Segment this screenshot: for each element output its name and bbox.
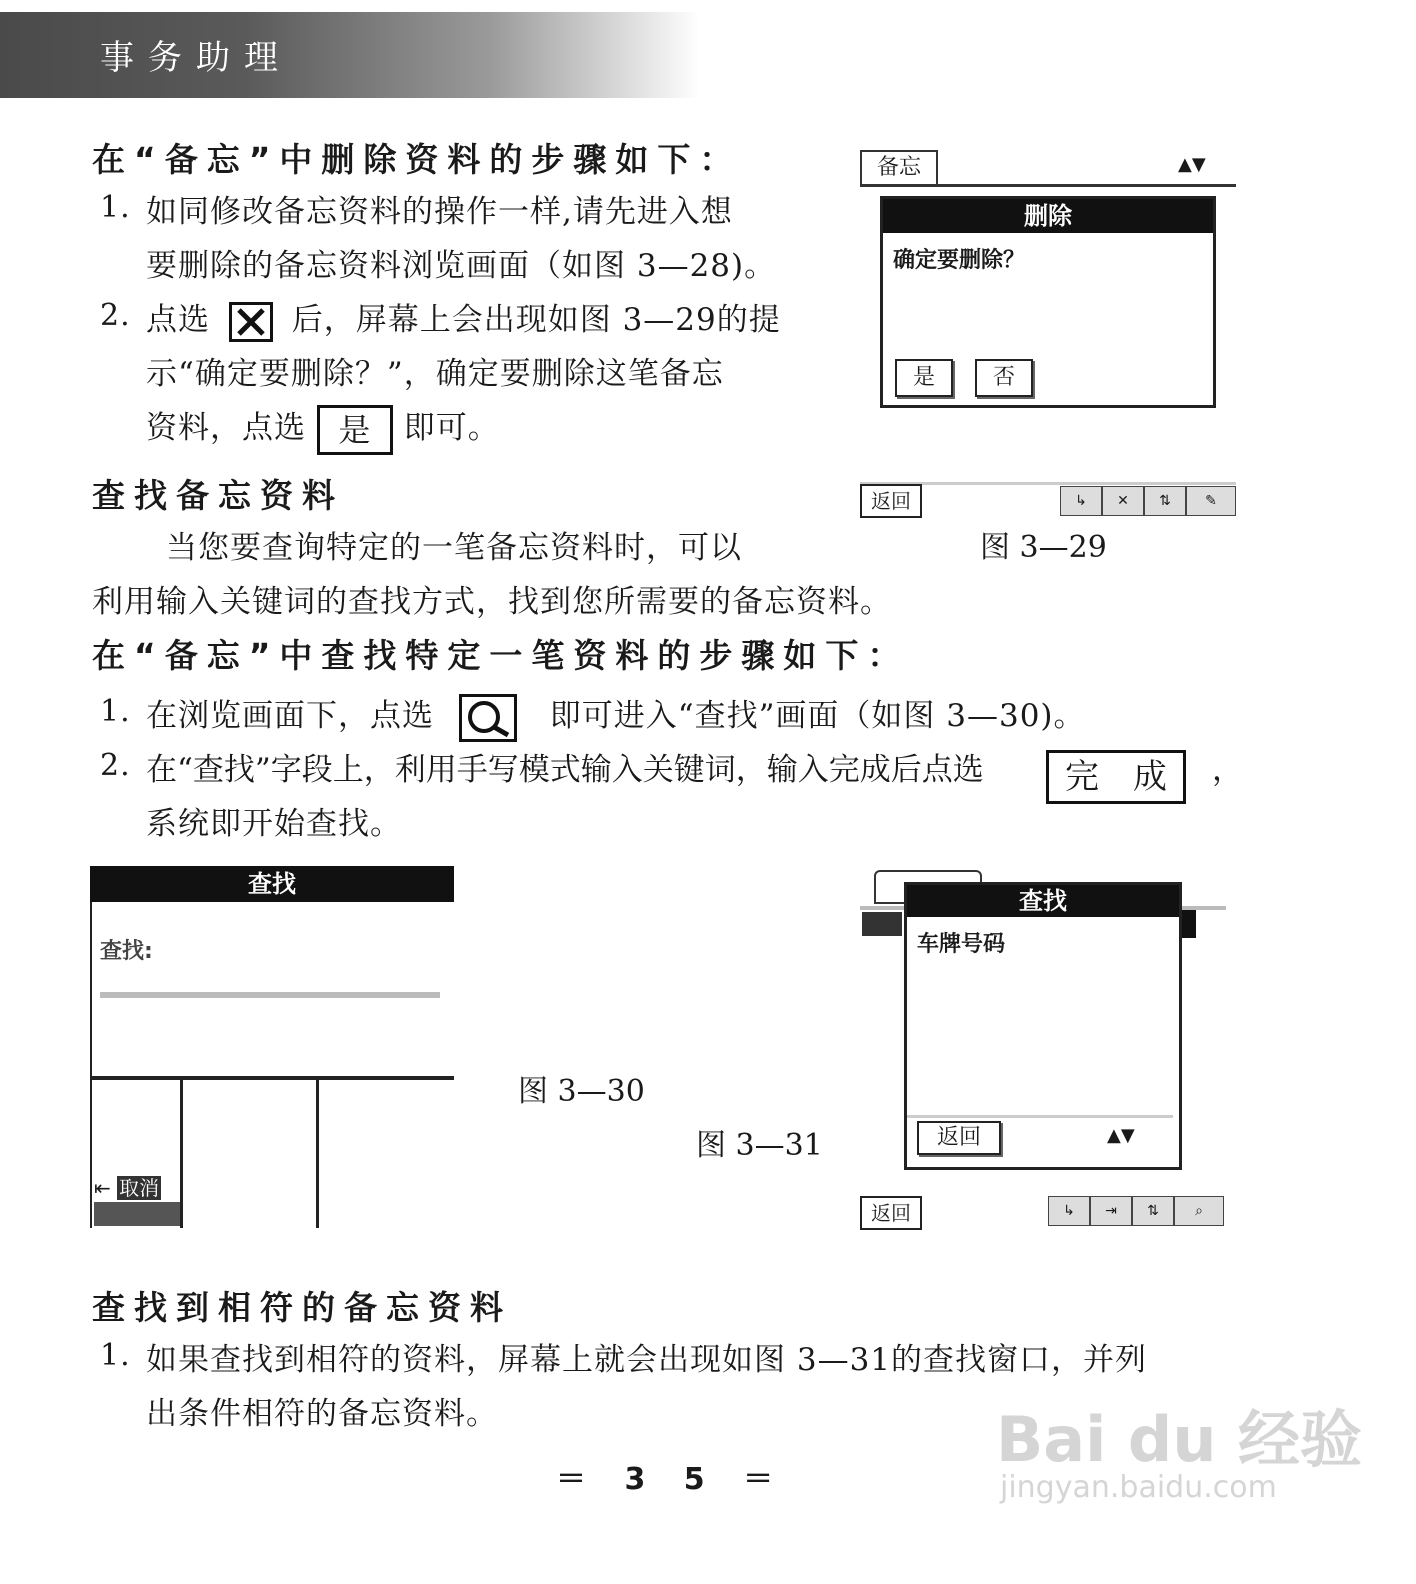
back-button[interactable]: 返回 (917, 1121, 1001, 1155)
figure-3-29 (860, 146, 1236, 522)
section1-step2-line1 (146, 294, 781, 342)
yes-button[interactable]: 是 (895, 359, 953, 397)
figure-3-30 (90, 866, 454, 1228)
arrow-tool-icon[interactable]: ↳ (1060, 486, 1102, 516)
text: 在“查找”字段上，利用手写模式输入关键词，输入完成后点选 (146, 752, 984, 788)
scroll-arrows-icon[interactable]: ▲▼ (1178, 154, 1206, 175)
step-number: 2. (100, 748, 131, 783)
frame-line (90, 902, 92, 1228)
search-input[interactable] (100, 992, 440, 998)
no-button[interactable]: 否 (975, 359, 1033, 397)
section4-heading: 查找到相符的备忘资料 (92, 1288, 512, 1327)
section2-para-line1: 当您要查询特定的一笔备忘资料时，可以 (166, 530, 742, 566)
arrow-icon: ⇤ (94, 1176, 111, 1200)
delete-x-icon (229, 302, 273, 342)
dialog-title: 查找 (907, 885, 1179, 917)
comma: ， (1212, 752, 1244, 788)
divider (907, 1115, 1173, 1118)
divider (180, 1080, 183, 1228)
dialog-message: 确定要删除？ (893, 248, 1026, 273)
section3-step2-line1 (146, 744, 984, 789)
search-tool-icon[interactable]: ⌕ (1174, 1196, 1224, 1226)
step-number: 1. (100, 694, 131, 729)
baidu-watermark-logo: Bai du 经验 (996, 1403, 1363, 1476)
section1-step1-line1: 如同修改备忘资料的操作一样,请先进入想 (146, 194, 733, 230)
tab-memo[interactable]: 备忘 (860, 150, 938, 186)
section2-para-line2: 利用输入关键词的查找方式，找到您所需要的备忘资料。 (92, 584, 892, 620)
section3-step1 (146, 690, 1086, 742)
figure-caption: 图 3—31 (696, 1128, 823, 1163)
delete-dialog (880, 196, 1216, 408)
search-title: 查找 (90, 866, 454, 902)
last-tool-icon[interactable]: ⇥ (1090, 1196, 1132, 1226)
step-number: 1. (100, 190, 131, 225)
divider (90, 1076, 454, 1080)
figure-caption: 图 3—30 (518, 1074, 645, 1109)
page-number: ＝ 3 5 ＝ (556, 1462, 788, 1497)
divider (860, 184, 1236, 187)
first-tool-icon[interactable]: ↳ (1048, 1196, 1090, 1226)
handwriting-key[interactable] (94, 1202, 180, 1226)
step-number: 1. (100, 1338, 131, 1373)
yes-button-ref: 是 (317, 405, 393, 455)
watermark-url: jingyan.baidu.com (1000, 1470, 1277, 1505)
divider (316, 1080, 319, 1228)
section3-heading: 在“备忘”中查找特定一笔资料的步骤如下： (92, 636, 910, 675)
section1-step1-line2: 要删除的备忘资料浏览画面（如图 3—28)。 (146, 248, 777, 284)
figure-3-31 (860, 870, 1226, 1230)
back-button[interactable]: 返回 (860, 1196, 922, 1230)
step-number: 2. (100, 298, 131, 333)
cancel-label: 取消 (119, 1176, 160, 1200)
section1-heading: 在“备忘”中删除资料的步骤如下： (92, 140, 742, 179)
back-button[interactable]: 返回 (860, 484, 922, 518)
section1-step2-line2: 示“确定要删除？”，确定要删除这笔备忘 (146, 356, 724, 392)
delete-tool-icon[interactable]: ✕ (1102, 486, 1144, 516)
dialog-title: 删除 (883, 199, 1213, 233)
section4-step1-line1: 如果查找到相符的资料，屏幕上就会出现如图 3—31的查找窗口，并列 (146, 1342, 1148, 1378)
row-marker (862, 912, 902, 936)
search-icon (459, 694, 517, 742)
search-result-dialog (904, 882, 1182, 1170)
section2-heading: 查找备忘资料 (92, 476, 344, 515)
scroll-arrows-icon[interactable]: ▲▼ (1107, 1125, 1135, 1146)
text: 点选 (146, 302, 210, 338)
text: 资料，点选 (146, 410, 306, 446)
sort-tool-icon[interactable]: ⇅ (1132, 1196, 1174, 1226)
text: 在浏览画面下，点选 (146, 698, 434, 734)
search-field-label: 查找: (100, 939, 153, 964)
section1-step2-line3 (146, 402, 500, 455)
sort-tool-icon[interactable]: ⇅ (1144, 486, 1186, 516)
figure-caption: 图 3—29 (980, 530, 1107, 565)
result-item[interactable]: 车牌号码 (917, 932, 1006, 957)
edit-tool-icon[interactable]: ✎ (1186, 486, 1236, 516)
text: 即可进入“查找”画面（如图 3—30)。 (549, 698, 1086, 734)
section3-step2-line2: 系统即开始查找。 (146, 806, 402, 842)
text: 后，屏幕上会出现如图 3—29的提 (291, 302, 781, 338)
cancel-key[interactable] (94, 1172, 180, 1200)
text: 即可。 (403, 410, 500, 446)
header-title: 事务助理 (100, 38, 292, 78)
section4-step1-line2: 出条件相符的备忘资料。 (146, 1396, 498, 1432)
done-button-ref: 完 成 (1046, 750, 1186, 804)
